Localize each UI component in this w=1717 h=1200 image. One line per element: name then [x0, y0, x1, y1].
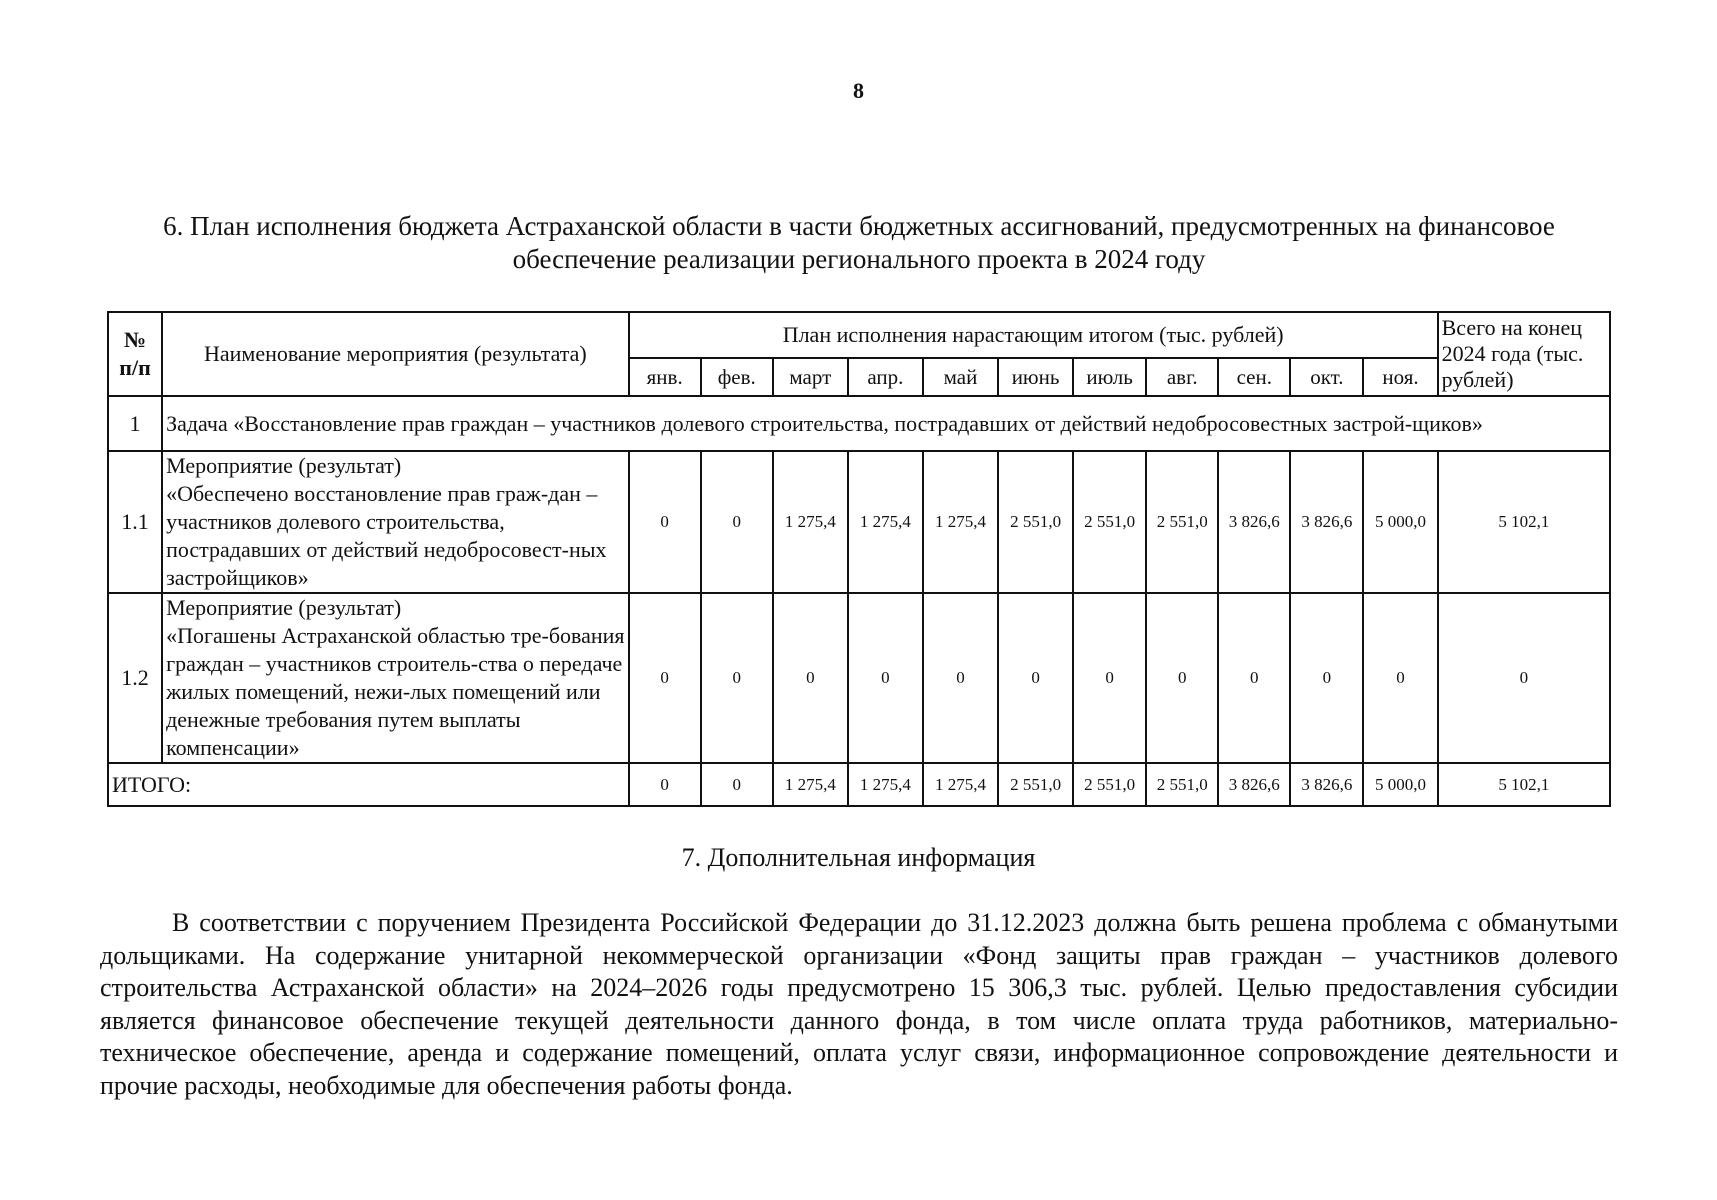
itogo-value-cell: 1 275,4	[773, 763, 848, 806]
itogo-value-cell: 0	[701, 763, 773, 806]
activity-description: «Обеспечено восстановление прав граж-дан – участников долевого строительства, пострадавших от действий недобросовест-ных застройщиков»	[166, 481, 607, 590]
section-6-title-line2: обеспечение реализации регионального проекта в 2024 году	[512, 244, 1206, 274]
header-month: сен.	[1218, 358, 1290, 396]
header-month: янв.	[629, 358, 701, 396]
itogo-value-cell: 2 551,0	[1146, 763, 1218, 806]
value-cell: 0	[1146, 593, 1218, 763]
value-cell: 0	[848, 593, 923, 763]
activity-type-label: Мероприятие (результат)	[166, 453, 402, 478]
itogo-value-cell: 3 826,6	[1218, 763, 1290, 806]
value-cell: 3 826,6	[1290, 451, 1363, 593]
header-month: окт.	[1290, 358, 1363, 396]
table-row	[108, 593, 1610, 763]
value-cell: 0	[1290, 593, 1363, 763]
task-row	[108, 396, 1610, 451]
section-6-title	[100, 210, 1618, 276]
section-6-title-line1: 6. План исполнения бюджета Астраханской области в части бюджетных ассигнований, предусмотренных на финансовое	[163, 211, 1555, 241]
header-month: авг.	[1146, 358, 1218, 396]
value-cell: 1 275,4	[773, 451, 848, 593]
itogo-value-cell: 3 826,6	[1290, 763, 1363, 806]
header-year-total: Всего на конец 2024 года (тыс. рублей)	[1438, 312, 1610, 396]
itogo-value-cell: 2 551,0	[1073, 763, 1146, 806]
value-cell: 0	[629, 593, 701, 763]
itogo-value-cell: 2 551,0	[998, 763, 1073, 806]
activity-description: «Погашены Астраханской областью тре-бования граждан – участников строитель-ства о передаче жилых помещений, нежи-лых помещений или денежные требования путем выплаты компенсации»	[166, 623, 625, 760]
row-total-cell: 0	[1438, 593, 1610, 763]
header-month: июль	[1073, 358, 1146, 396]
task-index: 1	[108, 396, 162, 451]
value-cell: 2 551,0	[998, 451, 1073, 593]
section-7-title: 7. Дополнительная информация	[681, 843, 1036, 872]
value-cell: 5 000,0	[1363, 451, 1437, 593]
value-cell: 2 551,0	[1146, 451, 1218, 593]
value-cell: 0	[1218, 593, 1290, 763]
value-cell: 2 551,0	[1073, 451, 1146, 593]
task-text: Задача «Восстановление прав граждан – участников долевого строительства, пострадавших от действий недобросовестных застрой-щиков»	[162, 396, 1610, 451]
itogo-row	[108, 763, 1610, 806]
row-index: 1.2	[108, 593, 162, 763]
budget-plan-table	[107, 311, 1611, 807]
header-month: июнь	[998, 358, 1073, 396]
header-no-symbol: №	[123, 327, 147, 352]
header-activity-name: Наименование мероприятия (результата)	[162, 312, 629, 396]
header-month: ноя.	[1363, 358, 1437, 396]
activity-name	[162, 451, 629, 593]
header-month: апр.	[848, 358, 923, 396]
itogo-value-cell: 0	[629, 763, 701, 806]
row-total-cell: 5 102,1	[1438, 451, 1610, 593]
value-cell: 0	[923, 593, 998, 763]
section-7-paragraph: В соответствии с поручением Президента Российской Федерации до 31.12.2023 должна быть решена проблема с обманутыми дольщиками. На содержание унитарной некоммерческой организации «Фонд защиты прав граждан – участников долевого строительства Астраханской области» на 2024–2026 годы предусмотрено 15 306,3 тыс. рублей. Целью предоставления субсидии является финансовое обеспечение текущей деятельности данного фонда, в том числе оплата труда работников, материально-техническое обеспечение, аренда и содержание помещений, оплата услуг связи, информационное сопровождение деятельности и прочие расходы, необходимые для обеспечения работы фонда.	[100, 908, 1618, 1100]
itogo-value-cell: 1 275,4	[923, 763, 998, 806]
value-cell: 0	[773, 593, 848, 763]
value-cell: 1 275,4	[848, 451, 923, 593]
table-row	[108, 451, 1610, 593]
header-no-abbr: п/п	[119, 355, 151, 380]
header-month: май	[923, 358, 998, 396]
header-month: март	[773, 358, 848, 396]
header-row-number	[108, 312, 162, 396]
value-cell: 0	[1073, 593, 1146, 763]
value-cell: 3 826,6	[1218, 451, 1290, 593]
header-plan-cumulative: План исполнения нарастающим итогом (тыс. рублей)	[629, 312, 1438, 358]
activity-name	[162, 593, 629, 763]
value-cell: 1 275,4	[923, 451, 998, 593]
activity-type-label: Мероприятие (результат)	[166, 595, 402, 620]
itogo-label: ИТОГО:	[108, 763, 629, 806]
value-cell: 0	[998, 593, 1073, 763]
value-cell: 0	[701, 593, 773, 763]
value-cell: 0	[629, 451, 701, 593]
itogo-value-cell: 5 000,0	[1363, 763, 1437, 806]
itogo-value-cell: 1 275,4	[848, 763, 923, 806]
row-index: 1.1	[108, 451, 162, 593]
itogo-total-cell: 5 102,1	[1438, 763, 1610, 806]
value-cell: 0	[701, 451, 773, 593]
header-month: фев.	[701, 358, 773, 396]
value-cell: 0	[1363, 593, 1437, 763]
page-number: 8	[853, 78, 864, 103]
